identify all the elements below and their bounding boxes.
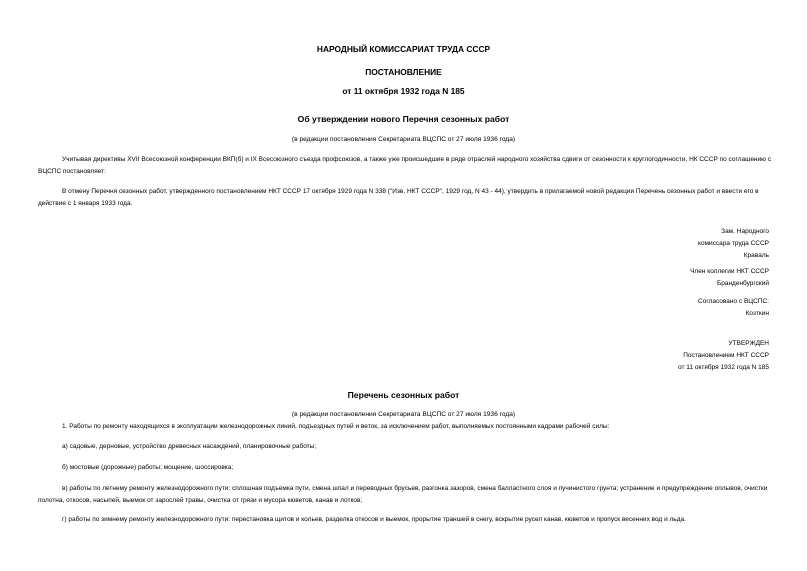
signature-line: Зам. Народного xyxy=(721,228,769,235)
edition-note: (в редакции постановления Секретариата ВЦСПС от 27 июля 1936 года) xyxy=(291,136,516,143)
approval-block xyxy=(509,338,769,374)
list-item-g: г) работы по зимнему ремонту железнодорожного пути: перестановка щитов и кольев, разделка откосов и выемок, прорытие траншей в снегу, вскрытие русел канав, кюветов и пропуск весенних вод и льда. xyxy=(62,516,686,523)
page-title: Об утверждении нового Перечня сезонных работ xyxy=(297,114,510,124)
resolution-paragraph: В отмену Перечня сезонных работ, утвержденного постановлением НКТ СССР 17 октября 1929 года N 338 ("Изв. НКТ СССР", 1929 год, N 43 - 44), утвердить в прилагаемой новой редакции Перечень сезонных работ и ввести его в действие с 1 января 1933 года. xyxy=(38,188,759,207)
signature-line: Бранденбургский xyxy=(716,280,769,287)
approval-line: Постановлением НКТ СССР xyxy=(683,352,769,359)
list-item-v: в) работы по летнему ремонту железнодорожного пути: сплошная подъемка пути, смена шпал и переводных брусьев, разгонка зазоров, смена балластного слоя и пучинистого грунта; устранение и предупреждение оплывов, очистки полотна, откосов, насыпей, выемок от зарослей травы, очистка от грязи и мусора кюветов, канав и лотков; xyxy=(38,485,768,504)
list-item-1: 1. Работы по ремонту находящихся в эксплуатации железнодорожных линий, подъездных путей и веток, за исключением работ, выполняемых постоянными кадрами рабочей силы: xyxy=(62,423,610,430)
signature-line: Кравaль xyxy=(743,252,769,259)
list-item-a: а) садовые, дерновые, устройство древесных насаждений, планировочные работы; xyxy=(62,443,317,450)
approval-line: от 11 октября 1932 года N 185 xyxy=(678,364,769,371)
org-heading: НАРОДНЫЙ КОМИССАРИАТ ТРУДА СССР xyxy=(316,44,491,54)
list-edition-note: (в редакции постановления Секретариата ВЦСПС от 27 июля 1936 года) xyxy=(291,411,516,418)
signature-line: Член коллегии НКТ СССР xyxy=(690,268,769,275)
approval-line: УТВЕРЖДЕН xyxy=(728,340,769,347)
signature-line: комиссара труда СССР xyxy=(698,240,769,247)
preamble-paragraph: Учитывая директивы XVII Всесоюзной конференции ВКП(б) и IX Всесоюзного съезда профсоюзов, а также уже происшедшие в ряде отраслей народного хозяйства сдвиги от сезонности к круглогодичности, НК СССР по соглашению с ВЦСПС постановляет: xyxy=(38,156,772,175)
signature-block-member xyxy=(509,266,769,290)
signature-line: Согласовано с ВЦСПС: xyxy=(698,298,769,305)
list-title: Перечень сезонных работ xyxy=(347,390,460,400)
signature-line: Козткин xyxy=(745,310,769,317)
list-item-b: б) мостовые (дорожные) работы; мощение, шоссировка; xyxy=(62,464,234,471)
date-heading: от 11 октября 1932 года N 185 xyxy=(342,86,465,96)
signature-block-deputy xyxy=(509,226,769,262)
doc-type-heading: ПОСТАНОВЛЕНИЕ xyxy=(365,67,442,77)
signature-block-agreed xyxy=(509,296,769,320)
